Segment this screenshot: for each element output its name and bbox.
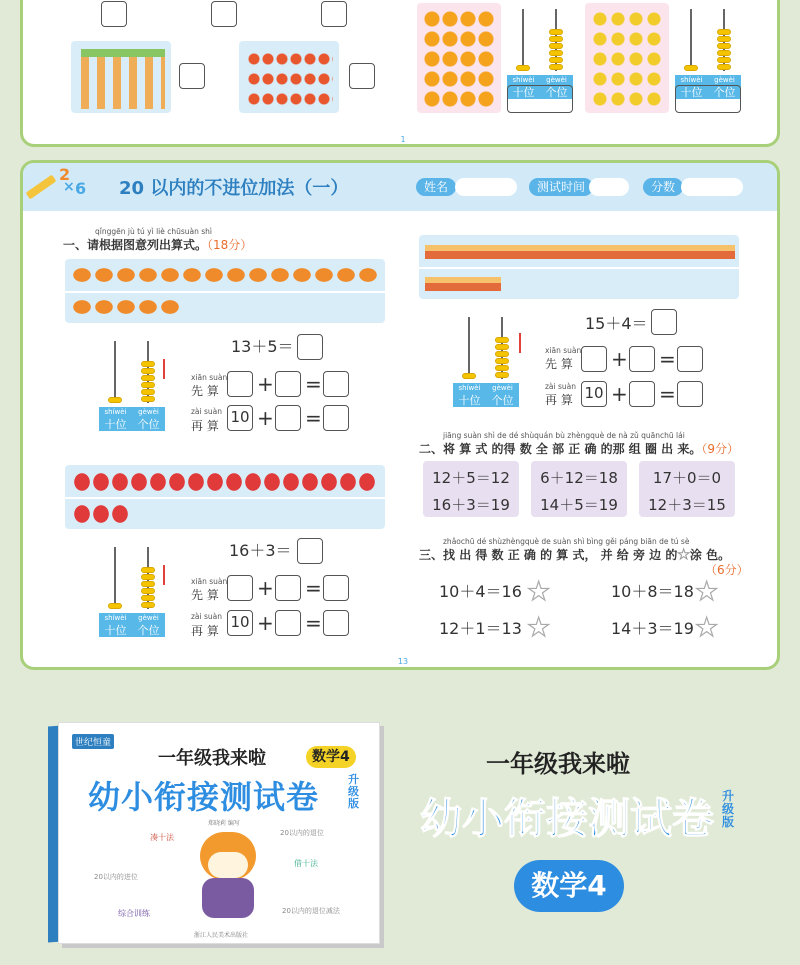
ones-label: 个位 (137, 624, 160, 637)
answer-box[interactable] (179, 63, 205, 89)
answer-box[interactable] (101, 1, 127, 27)
promo-headline: 一年级我来啦 (486, 750, 630, 778)
promo-subject: 数学4 (514, 860, 624, 912)
publisher-logo: 世纪恒童 (72, 734, 114, 749)
first-step-pinyin: xiān suàn (191, 577, 228, 586)
name-label: 姓名 (416, 178, 456, 196)
book-tag: 综合训练 (118, 909, 150, 918)
then-step-label: 再 算 (545, 393, 573, 407)
tens-label: 十位 (680, 86, 703, 99)
name-field[interactable] (455, 178, 517, 196)
ones-pinyin: gèwèi (138, 408, 159, 416)
answer-box[interactable] (275, 575, 301, 601)
carrot-icons (81, 49, 165, 109)
answer-box[interactable] (275, 371, 301, 397)
answer-box[interactable] (211, 1, 237, 27)
ones-pinyin: gèwèi (714, 76, 735, 84)
first-step-label: 先 算 (191, 384, 219, 398)
tens-pinyin: shíwèi (458, 384, 481, 392)
answer-box[interactable] (321, 1, 347, 27)
star-icon[interactable]: ★ (695, 577, 719, 607)
ones-label: 个位 (491, 394, 514, 407)
q3-equation: 14＋3＝19 (611, 619, 694, 638)
first-step-label: 先 算 (191, 588, 219, 602)
book-title: 幼小衔接测试卷 (88, 778, 320, 816)
answer-box[interactable] (349, 63, 375, 89)
first-step-label: 先 算 (545, 357, 573, 371)
book-tag: 凑十法 (150, 833, 174, 842)
pencil-icon (26, 175, 57, 200)
answer-box[interactable] (323, 610, 349, 636)
tiger-mascot (190, 832, 266, 922)
tens-label: 十位 (458, 394, 481, 407)
given-value-box: 10 (227, 405, 253, 431)
test-time-label: 测试时间 (529, 178, 593, 196)
mushroom-picture (65, 259, 385, 323)
tens-label: 十位 (104, 624, 127, 637)
promo-title: 幼小衔接测试卷 (420, 794, 715, 843)
ones-label: 个位 (137, 418, 160, 431)
then-step-label: 再 算 (191, 624, 219, 638)
ones-label: 个位 (713, 86, 736, 99)
score-label: 分数 (643, 178, 683, 196)
answer-box[interactable] (275, 405, 301, 431)
down-arrow-icon (519, 333, 521, 353)
math-badge-icon: 2 × 6 (23, 163, 93, 207)
problem-a-answer-box[interactable] (297, 334, 323, 360)
score-field[interactable] (681, 178, 743, 196)
answer-box[interactable] (323, 371, 349, 397)
page-number: 13 (397, 657, 409, 666)
vegetable-picture (71, 41, 171, 113)
q2-group[interactable]: 6＋12＝18 14＋5＝19 (531, 461, 627, 517)
first-step-pinyin: xiān suàn (545, 346, 582, 355)
book-tag: 20以内的退位 (280, 829, 324, 837)
tens-pinyin: shíwèi (104, 408, 127, 416)
problem-a-equation: 13＋5＝ (231, 337, 294, 356)
pear-picture (585, 3, 669, 113)
test-time-field[interactable] (589, 178, 629, 196)
tens-pinyin: shíwèi (104, 614, 127, 622)
book-edition: 升级版 (348, 773, 359, 810)
problem-c-equation: 16＋3＝ (229, 541, 292, 560)
q3-equation: 10＋4＝16 (439, 582, 522, 601)
q2-group[interactable]: 17＋0＝0 12＋3＝15 (639, 461, 735, 517)
answer-box[interactable] (677, 381, 703, 407)
answer-box[interactable] (629, 346, 655, 372)
abacus (99, 547, 165, 637)
answer-rect[interactable] (675, 85, 741, 113)
ones-label: 个位 (545, 86, 568, 99)
q3-points: （6分） (705, 563, 749, 577)
tens-label: 十位 (512, 86, 535, 99)
down-arrow-icon (163, 359, 165, 379)
problem-c-answer-box[interactable] (297, 538, 323, 564)
answer-box[interactable] (227, 575, 253, 601)
then-step-pinyin: zài suàn (545, 382, 577, 391)
sheet-title: 20 以内的不进位加法（一） (119, 178, 349, 199)
book-tag: 借十法 (294, 859, 318, 868)
star-icon[interactable]: ★ (695, 613, 719, 643)
answer-box[interactable] (323, 575, 349, 601)
answer-box[interactable] (581, 346, 607, 372)
abacus (453, 317, 519, 407)
book-tag: 20以内的退位减法 (282, 907, 340, 915)
tens-label: 十位 (104, 418, 127, 431)
answer-box[interactable] (677, 346, 703, 372)
answer-box[interactable] (227, 371, 253, 397)
q2-group[interactable]: 12＋5＝12 16＋3＝19 (423, 461, 519, 517)
problem-b-equation: 15＋4＝ (585, 314, 648, 333)
given-value-box: 10 (227, 610, 253, 636)
star-icon[interactable]: ★ (527, 613, 551, 643)
page-number: 1 (400, 135, 406, 144)
answer-box[interactable] (275, 610, 301, 636)
book-author: 郑晓莉 编写 (208, 820, 240, 827)
abacus (99, 341, 165, 431)
q2-pinyin: jiāng suàn shì de dé shùquán bù zhèngquè de nà zǔ quānchū lái (443, 431, 685, 440)
book-cover (58, 722, 380, 944)
top-worksheet-card (20, 0, 780, 147)
pear-icons (591, 9, 663, 109)
answer-rect[interactable] (507, 85, 573, 113)
q3-pinyin: zhǎochū dé shùzhèngquè de suàn shì bìng gěi páng biān de tú sè (443, 537, 690, 546)
radish-picture (239, 41, 339, 113)
ones-pinyin: gèwèi (546, 76, 567, 84)
strawberry-icons (73, 472, 377, 492)
answer-box[interactable] (629, 381, 655, 407)
subject-badge: 数学4 (306, 746, 356, 768)
tens-pinyin: shíwèi (680, 76, 703, 84)
star-icon: ★ (677, 547, 690, 563)
ones-pinyin: gèwèi (138, 614, 159, 622)
cake-icons (425, 277, 501, 291)
q2-heading: 二、将 算 式 的得 数 全 部 正 确 的那 组 圈 出 来。（9分） (419, 442, 739, 456)
worksheet-card: 2 × 6 20 以内的不进位加法（一） 姓名 测试时间 分数 qǐnggēn jù tú yì liè chūsuàn shì 一、请根据图意列出算式。（18分） 13＋5＝ shíwèi gèwèi 十位 个位 xiān suàn 先 算 + = zài suàn 再 算 10 + = 16＋3＝ shíwèi gèwèi 十位 个位 xiān suàn 先 算 + = zài suàn 再 算 10 + = 15＋4＝ shíwèi gèwèi 十位 个位 xiān suàn 先 算 + = zài suàn 再 算 10 + = jiāng suàn shì de dé shùquán bù zhèngquè de nà zǔ quānchū lái 二、将 算 式 的得 数 全 部 正 确 的那 组 圈 出 来。（9分） 12＋5＝12 16＋3＝19 6＋12＝18 14＋5＝19 17＋0＝0 12＋3＝15 zhǎochū dé shùzhèngquè de suàn shì bìng gěi páng biān de tú sè 三、找 出 得 数 正 确 的 算 式， 并 给 旁 边 的★涂 色。 （6分） 10＋4＝16 ★ 10＋8＝18 ★ 12＋1＝13 ★ 14＋3＝19 ★ 13 (20, 160, 780, 670)
book-headline: 一年级我来啦 (158, 748, 266, 769)
q3-equation: 10＋8＝18 (611, 582, 694, 601)
orange-icons (423, 9, 495, 109)
book-tag: 20以内的进位 (94, 873, 138, 881)
q1-heading: 一、请根据图意列出算式。（18分） (63, 238, 253, 252)
cake-icons (425, 245, 735, 259)
star-icon[interactable]: ★ (527, 577, 551, 607)
then-step-label: 再 算 (191, 419, 219, 433)
mushroom-icons (73, 299, 183, 317)
problem-b-answer-box[interactable] (651, 309, 677, 335)
q1-pinyin: qǐnggēn jù tú yì liè chūsuàn shì (95, 227, 213, 236)
mushroom-icons (73, 267, 377, 285)
strawberry-picture (65, 465, 385, 529)
tens-pinyin: shíwèi (512, 76, 535, 84)
orange-picture (417, 3, 501, 113)
strawberry-icons (73, 504, 130, 524)
promo-edition: 升级版 (722, 789, 735, 829)
then-step-pinyin: zài suàn (191, 407, 223, 416)
given-value-box: 10 (581, 381, 607, 407)
ones-pinyin: gèwèi (492, 384, 513, 392)
answer-box[interactable] (323, 405, 349, 431)
q3-heading: 三、找 出 得 数 正 确 的 算 式， 并 给 旁 边 的★涂 色。 (419, 547, 731, 563)
then-step-pinyin: zài suàn (191, 612, 223, 621)
first-step-pinyin: xiān suàn (191, 373, 228, 382)
radish-icons (247, 49, 333, 109)
cake-picture (419, 235, 739, 299)
q3-equation: 12＋1＝13 (439, 619, 522, 638)
book-publisher: 浙江人民美术出版社 (194, 932, 249, 939)
down-arrow-icon (163, 565, 165, 585)
